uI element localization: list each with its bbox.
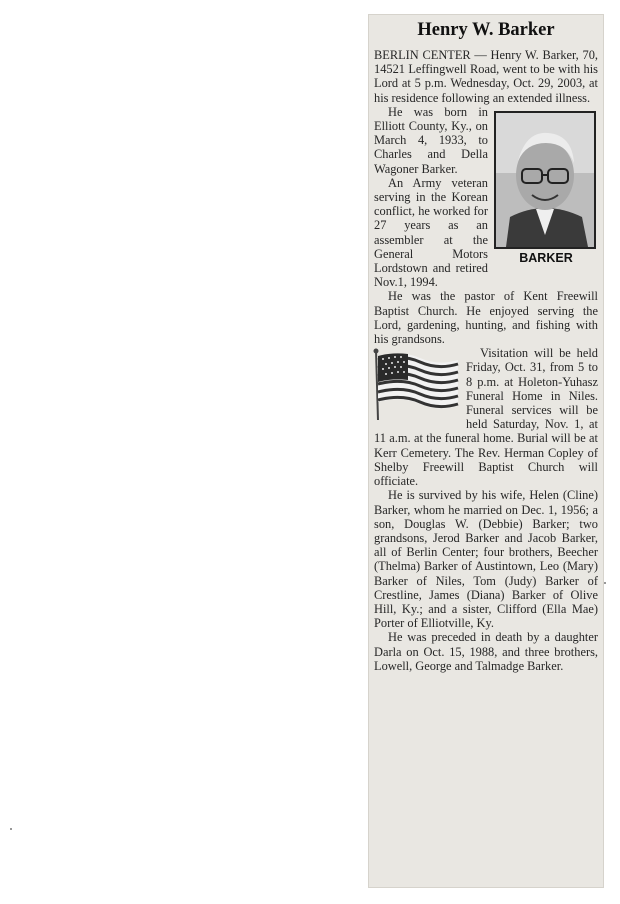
newspaper-clipping: [368, 14, 604, 888]
paragraph-birth: He was born in Elliott County, Ky., on March 4, 1933, to Charles and Della Wagoner Barker.: [374, 104, 488, 176]
paragraph-career: An Army veteran serving in the Korean conflict, he worked for 27 years as an assembler at the General Motors Lordstown and retired Nov.1, 1994.: [374, 175, 488, 290]
paragraph-survivors: He is survived by his wife, Helen (Cline) Barker, whom he married on Dec. 1, 1956; a son, Douglas W. (Debbie) Barker; two grandsons, Jerod Barker and Jacob Barker, all of Berlin Center; four brothers, Beecher (Thelma) Barker of Austintown, Leo (Mary) Barker of Niles, Tom (Judy) Barker of Crestline, James (Diana) Barker of Olive Hill, Ky.; and a sister, Clifford (Ella Mae) Porter of Elliotville, Ky.: [374, 488, 598, 631]
scan-speck: [10, 828, 12, 830]
american-flag-icon: [372, 348, 460, 422]
paragraph-dateline: BERLIN CENTER — Henry W. Barker, 70, 14521 Leffingwell Road, went to be with his Lord at 5 p.m. Wednesday, Oct. 29, 2003, at his residence following an extended illness.: [374, 48, 598, 105]
scan-speck: [604, 582, 606, 584]
portrait-photo: [494, 111, 596, 249]
paragraph-services: Visitation will be held Friday, Oct. 31, from 5 to 8 p.m. at Holeton-Yuhasz Funeral Home in Niles. Funeral services will be held Saturday, Nov. 1, at 11 a.m. at the funeral home. Burial will be at Kerr Cemetery. The Rev. Herman Copley of Shelby Freewill Baptist Church will officiate.: [374, 346, 598, 489]
obituary-headline: Henry W. Barker: [417, 20, 555, 40]
photo-caption: BARKER: [519, 250, 573, 265]
paragraph-preceded: He was preceded in death by a daughter Darla on Oct. 15, 1988, and three brothers, Lowell, George and Talmadge Barker.: [374, 630, 598, 673]
portrait-block: [494, 111, 598, 265]
obituary-column: [374, 48, 598, 673]
paragraph-pastor: He was the pastor of Kent Freewill Baptist Church. He enjoyed serving the Lord, gardening, hunting, and fishing with his grandsons.: [374, 289, 598, 347]
